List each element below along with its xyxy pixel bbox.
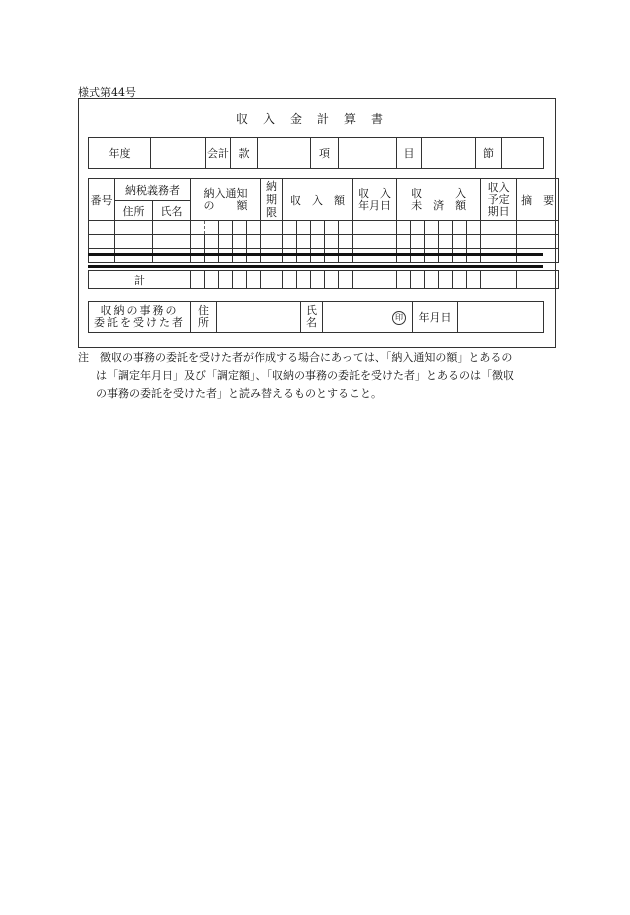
header-received-amount: 収 入 額 [283,179,353,221]
header-deadline: 納期限 [261,179,283,221]
header-notice-amount: 納入通知 の 額 [191,179,261,221]
note-line-2: は「調定年月日」及び「調定額」、「収納の事務の委託を受けた者」とあるのは「徴収 [96,369,514,382]
double-rule-bottom [88,265,543,268]
header-taxpayer: 納税義務者 [115,179,191,201]
total-table [88,270,559,289]
section-field[interactable] [258,138,311,169]
subitem-label: 目 [397,138,422,169]
item-field[interactable] [339,138,397,169]
note-text [78,349,556,403]
total-label: 計 [89,271,191,289]
address-field[interactable] [217,302,301,333]
table-row [89,235,559,249]
double-rule-top [88,253,543,256]
item-label: 項 [311,138,339,169]
detail-field[interactable] [502,138,544,169]
address-label: 住 所 [191,302,217,333]
consignee-label: 収納の事務の 委託を受けた者 [89,302,191,333]
form-number: 様式第44号 [78,86,136,99]
main-table [88,178,559,263]
date-field[interactable] [458,302,544,333]
subitem-field[interactable] [422,138,476,169]
name-field[interactable] [323,302,413,333]
fiscal-year-field[interactable] [151,138,206,169]
name-label: 氏 名 [301,302,323,333]
header-number: 番号 [89,179,115,221]
note-line-3: の事務の委託を受けた者」と読み替えるものとすること。 [96,387,382,400]
form-title: 収入金計算書 [235,112,398,126]
account-label: 会計 [206,138,231,169]
header-unreceived-amount: 収 入 未 済 額 [397,179,481,221]
section-label: 款 [231,138,258,169]
signature-table [88,301,544,333]
header-name: 氏名 [153,201,191,221]
header-scheduled-date: 収入 予定 期日 [481,179,517,221]
fiscal-year-label: 年度 [89,138,151,169]
header-address: 住所 [115,201,153,221]
header-received-date: 収 入 年月日 [353,179,397,221]
detail-label: 節 [476,138,502,169]
date-label: 年月日 [413,302,458,333]
note-line-1: 注 徴収の事務の委託を受けた者が作成する場合にあっては、「納入通知の額」とあるの [78,351,513,364]
header-remarks: 摘 要 [517,179,559,221]
seal-mark: 印 [392,311,406,325]
table-row [89,221,559,235]
account-table [88,137,544,169]
